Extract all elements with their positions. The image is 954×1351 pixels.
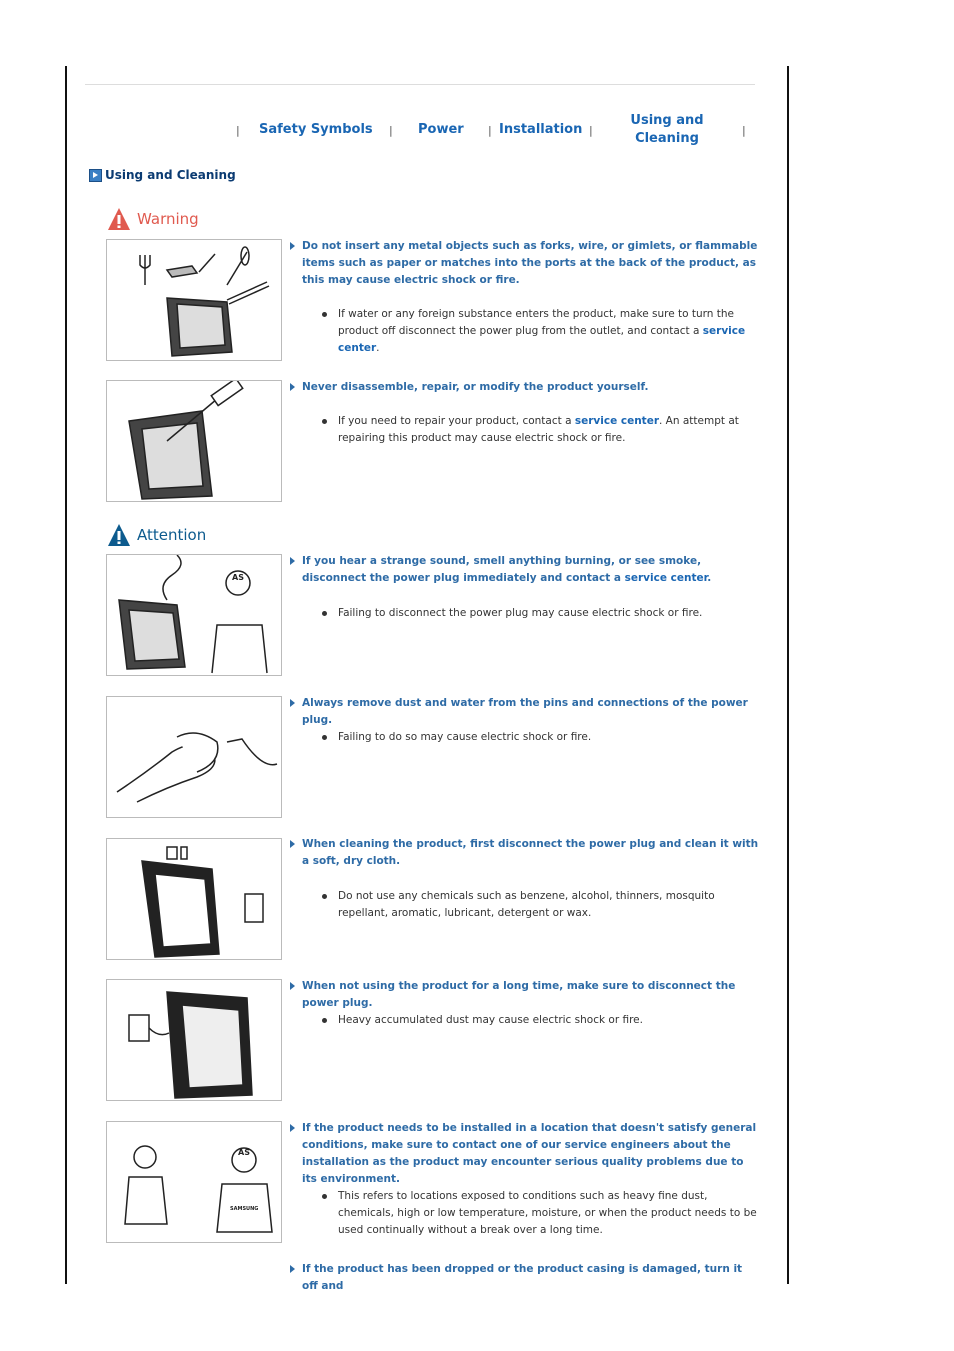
arrow-icon: [290, 557, 295, 565]
illustration-disassemble: [106, 380, 282, 502]
brand-text: SAMSUNG: [230, 1206, 259, 1212]
item-3-bullet: [322, 605, 762, 622]
bullet-icon: [322, 735, 327, 740]
item-1-heading: [290, 238, 760, 289]
nav-separator: |: [589, 124, 593, 137]
item-1-bullet: [322, 306, 762, 357]
illustration-soft-cloth: [106, 838, 282, 960]
bullet-icon: [322, 1194, 327, 1199]
item-2-bullet: [322, 413, 762, 447]
illustration-metal-objects: [106, 239, 282, 361]
illustration-cleaning-plug: [106, 696, 282, 818]
bullet-icon: [322, 894, 327, 899]
arrow-icon: [290, 1124, 295, 1132]
nav-safety-symbols[interactable]: Safety Symbols: [259, 122, 373, 137]
item-5-heading: [290, 836, 760, 870]
illustration-unplug: [106, 979, 282, 1101]
nav-separator: |: [236, 124, 240, 137]
warning-icon: [107, 207, 131, 231]
item-1-bullet-text: If water or any foreign substance enters the product, make sure to turn the product off disconnect the power plug from the outlet, and contact a: [338, 308, 735, 337]
illustration-smoke: [106, 554, 282, 676]
item-7-heading-text: If the product needs to be installed in a location that doesn't satisfy general conditions, make sure to contact one of our service engineers about the installation as the product may encounter serious quality problems due to its environment.: [302, 1122, 757, 1185]
nav-separator: |: [742, 124, 746, 137]
item-3-bullet-text: Failing to disconnect the power plug may cause electric shock or fire.: [338, 607, 703, 619]
bullet-icon: [322, 611, 327, 616]
item-5-heading-text: When cleaning the product, first disconnect the power plug and clean it with a soft, dry cloth.: [302, 838, 759, 867]
item-7-bullet: [322, 1188, 762, 1239]
item-3-heading-text: If you hear a strange sound, smell anything burning, or see smoke, disconnect the power plug immediately and contact a: [302, 555, 702, 584]
item-3-heading-end: .: [707, 572, 712, 584]
item-8-heading: [290, 1261, 760, 1295]
nav-label-line1: Using and: [630, 113, 704, 128]
item-7-bullet-text: This refers to locations exposed to conditions such as heavy fine dust, chemicals, high or low temperature, moisture, or when the product needs to be used continually without a break over a long time.: [338, 1190, 757, 1236]
nav-separator: |: [389, 124, 393, 137]
item-2-heading-text: Never disassemble, repair, or modify the product yourself.: [302, 381, 649, 393]
item-4-bullet-text: Failing to do so may cause electric shock or fire.: [338, 731, 592, 743]
nav-label-line2: Cleaning: [635, 131, 699, 146]
play-icon: [89, 169, 102, 182]
service-center-link[interactable]: service center: [574, 415, 659, 427]
arrow-icon: [290, 982, 295, 990]
item-6-heading: [290, 978, 760, 1012]
arrow-icon: [290, 383, 295, 391]
warning-text: Warning: [137, 210, 199, 228]
service-center-link[interactable]: service center: [624, 572, 708, 584]
item-4-heading-text: Always remove dust and water from the pins and connections of the power plug.: [302, 697, 748, 726]
item-5-bullet-text: Do not use any chemicals such as benzene, alcohol, thinners, mosquito repellant, aromatic, lubricant, detergent or wax.: [338, 890, 715, 919]
illustration-service-engineer: [106, 1121, 282, 1243]
as-badge-text: AS: [232, 573, 244, 582]
right-border: [787, 66, 789, 1284]
as-badge-text: AS: [238, 1148, 250, 1157]
warning-label: [107, 207, 199, 231]
item-6-heading-text: When not using the product for a long time, make sure to disconnect the power plug.: [302, 980, 736, 1009]
item-1-heading-text: Do not insert any metal objects such as forks, wire, or gimlets, or flammable items such as paper or matches into the ports at the back of the product, as this may cause electric shock or fire.: [302, 240, 758, 286]
nav-separator: |: [488, 124, 492, 137]
item-6-bullet: [322, 1012, 762, 1029]
item-6-bullet-text: Heavy accumulated dust may cause electric shock or fire.: [338, 1014, 643, 1026]
item-4-heading: [290, 695, 760, 729]
attention-text: Attention: [137, 526, 207, 544]
arrow-icon: [290, 242, 295, 250]
section-title-text: Using and Cleaning: [105, 168, 236, 182]
section-title: [89, 168, 236, 182]
arrow-icon: [290, 699, 295, 707]
item-7-heading: [290, 1120, 760, 1188]
arrow-icon: [290, 840, 295, 848]
service-center-link[interactable]: service center: [338, 325, 746, 354]
item-2-bullet-end: . An attempt at repairing this product may cause electric shock or fire.: [338, 415, 739, 444]
top-divider: [85, 84, 755, 85]
item-4-bullet: [322, 729, 762, 746]
attention-icon: [107, 523, 131, 547]
bullet-icon: [322, 312, 327, 317]
bullet-icon: [322, 1018, 327, 1023]
item-3-heading: [290, 553, 760, 587]
arrow-icon: [290, 1265, 295, 1273]
left-border: [65, 66, 67, 1284]
item-5-bullet: [322, 888, 762, 922]
item-1-bullet-end: .: [376, 342, 380, 354]
nav-using-and-cleaning[interactable]: [625, 112, 709, 148]
attention-label: [107, 523, 206, 547]
item-2-heading: [290, 379, 760, 396]
bullet-icon: [322, 419, 327, 424]
item-2-bullet-text: If you need to repair your product, contact a: [338, 415, 575, 427]
nav-power[interactable]: Power: [418, 122, 464, 137]
nav-installation[interactable]: Installation: [499, 122, 583, 137]
item-8-heading-text: If the product has been dropped or the product casing is damaged, turn it off and: [302, 1263, 743, 1292]
